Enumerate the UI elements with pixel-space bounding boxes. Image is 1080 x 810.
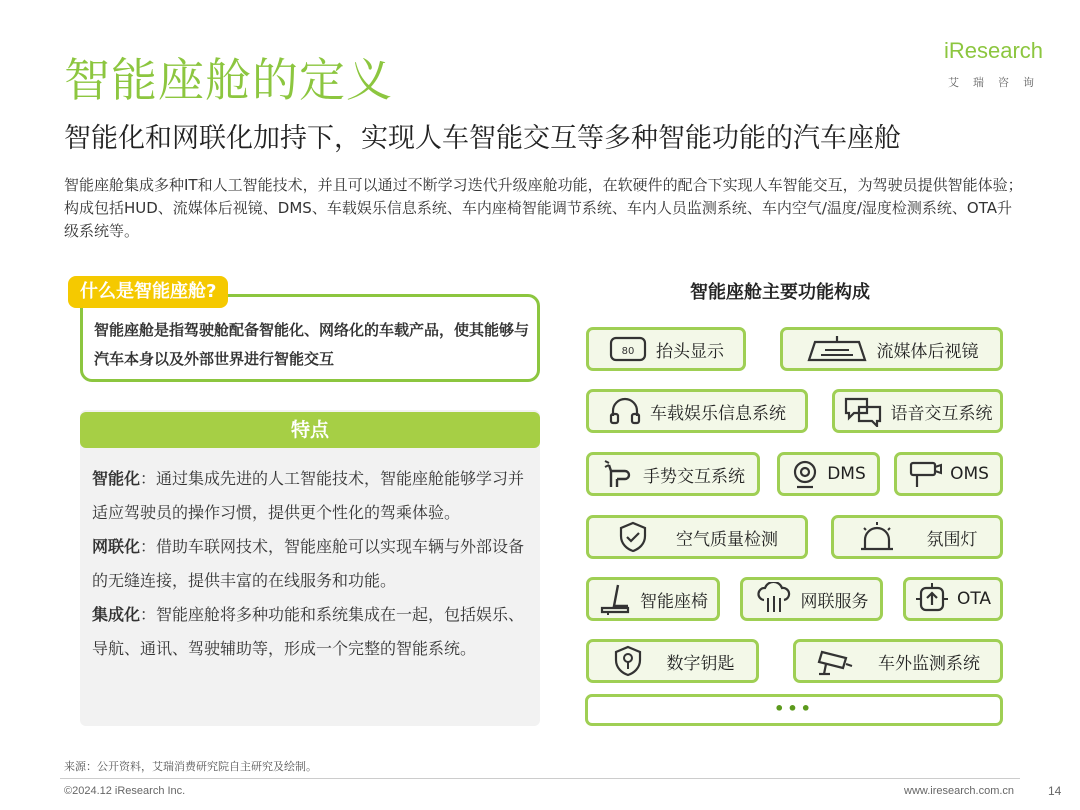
function-pill-mirror — [780, 327, 1003, 371]
diagram-title: 智能座舱主要功能构成 — [690, 282, 870, 303]
pill-label: 氛围灯 — [926, 529, 978, 550]
features-body — [92, 462, 532, 666]
function-pill-ota — [903, 577, 1003, 621]
function-pill-ambient-light — [831, 515, 1003, 559]
feature-desc: ：智能座舱将多种功能和系统集成在一起，包括娱乐、导航、通讯、驾驶辅助等，形成一个完整的智能系统。 — [92, 605, 525, 658]
pill-label: DMS — [827, 464, 866, 484]
feature-term: 网联化 — [92, 537, 141, 556]
copyright: ©2024.12 iResearch Inc. — [64, 785, 186, 797]
source-note: 来源：公开资料，艾瑞消费研究院自主研究及绘制。 — [64, 760, 317, 773]
footer-divider — [60, 778, 1020, 779]
more-functions-indicator: ••• — [585, 694, 1003, 726]
key-shield-icon — [611, 644, 645, 678]
rearview-mirror-icon — [805, 334, 869, 364]
page-number: 14 — [1048, 784, 1062, 798]
seat-icon — [598, 582, 632, 616]
feature-desc: ：通过集成先进的人工智能技术，智能座舱能够学习并适应驾驶员的操作习惯，提供更个性化的驾乘体验。 — [92, 469, 525, 522]
pill-label: 智能座椅 — [640, 591, 708, 612]
speech-bubble-icon — [843, 395, 883, 427]
pill-label: 车载娱乐信息系统 — [650, 403, 786, 424]
shield-check-icon — [616, 520, 650, 554]
pill-label: 抬头显示 — [656, 341, 724, 362]
pill-label: OMS — [950, 464, 989, 484]
function-pill-connected-services — [740, 577, 883, 621]
function-pill-gesture — [586, 452, 760, 496]
function-pill-infotainment — [586, 389, 808, 433]
logo-cn-text: 艾瑞咨询 — [948, 76, 1048, 89]
headphones-icon — [608, 396, 642, 426]
pill-label: 语音交互系统 — [890, 403, 993, 424]
alarm-light-icon — [857, 520, 897, 554]
function-pill-voice — [832, 389, 1003, 433]
function-pill-dms — [777, 452, 880, 496]
pill-label: 网联服务 — [800, 591, 869, 612]
function-pill-digital-key — [586, 639, 759, 683]
hand-gesture-icon — [601, 457, 635, 491]
features-heading: 特点 — [80, 412, 540, 448]
definition-tab: 什么是智能座舱? — [68, 276, 228, 308]
svg-text:80: 80 — [621, 346, 635, 357]
function-pill-smart-seat — [586, 577, 720, 621]
pill-label: 手势交互系统 — [643, 466, 745, 487]
function-pill-air-quality — [586, 515, 808, 559]
page-subtitle: 智能化和网联化加持下，实现人车智能交互等多种智能功能的汽车座舱 — [64, 123, 901, 154]
website-link[interactable]: www.iresearch.com.cn — [904, 785, 1015, 797]
page-title: 智能座舱的定义 — [64, 53, 393, 107]
camera-icon — [791, 459, 819, 489]
pill-label: OTA — [956, 589, 992, 609]
projector-camera-icon — [908, 459, 942, 489]
feature-desc: ：借助车联网技术，智能座舱可以实现车辆与外部设备的无缝连接，提供丰富的在线服务和功能。 — [92, 537, 525, 590]
definition-text: 智能座舱是指驾驶舱配备智能化、网络化的车载产品，使其能够与汽车本身以及外部世界进行智能交互 — [94, 321, 530, 368]
function-pill-hud — [586, 327, 746, 371]
iresearch-logo — [944, 38, 1056, 94]
logo-text: iResearch — [944, 38, 1044, 63]
function-pill-exterior-monitoring — [793, 639, 1003, 683]
feature-term: 智能化 — [92, 469, 141, 488]
function-pill-oms — [894, 452, 1003, 496]
feature-term: 集成化 — [92, 605, 141, 624]
pill-label: 空气质量检测 — [676, 529, 778, 550]
chip-upload-icon — [915, 582, 949, 616]
cloud-network-icon — [755, 582, 793, 616]
intro-paragraph: 智能座舱集成多种IT和人工智能技术，并且可以通过不断学习迭代升级座舱功能，在软硬件的配合下实现人车智能交互，为驾驶员提供智能体验；构成包括HUD、流媒体后视镜、DMS、车载娱乐信息系统、车内座椅智能调节系统、车内人员监测系统、车内空气/温度/湿度检测系统、OTA升级系统等。 — [64, 176, 1023, 240]
pill-label: 数字钥匙 — [666, 653, 735, 674]
pill-label: 车外监测系统 — [878, 653, 980, 674]
surveillance-camera-icon — [816, 644, 854, 678]
pill-label: 流媒体后视镜 — [876, 341, 979, 362]
hud-icon — [608, 334, 648, 364]
